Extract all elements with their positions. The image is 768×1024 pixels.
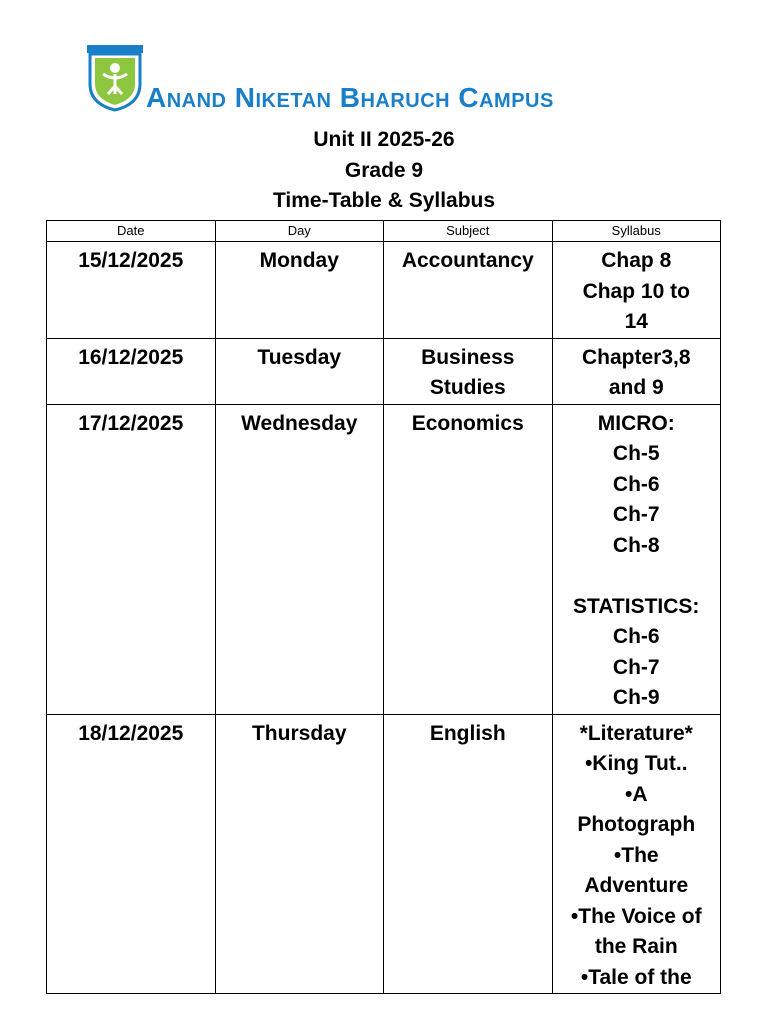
- cell-day: Tuesday: [215, 338, 384, 404]
- col-header-day: Day: [215, 221, 384, 242]
- syllabus-line: MICRO:: [597, 411, 675, 435]
- syllabus-spacer: [556, 561, 718, 592]
- cell-subject: English: [384, 714, 553, 994]
- syllabus-line: *Literature*: [579, 721, 693, 745]
- syllabus-line: •The Voice of: [570, 904, 702, 928]
- cell-syllabus: [552, 714, 721, 994]
- syllabus-line: Ch-7: [612, 655, 660, 679]
- cell-subject: Accountancy: [384, 242, 553, 339]
- unit-title: Unit II 2025-26: [313, 128, 455, 151]
- cell-day: Wednesday: [215, 404, 384, 714]
- school-logo: [86, 44, 144, 112]
- timetable: [46, 220, 721, 994]
- logo-figure-head: [110, 63, 120, 73]
- cell-day: Monday: [215, 242, 384, 339]
- syllabus-line: the Rain: [594, 935, 678, 958]
- syllabus-line: Photograph: [577, 813, 696, 836]
- syllabus-line: Chap 8: [601, 249, 672, 272]
- table-row: [47, 338, 721, 404]
- cell-day: Thursday: [215, 714, 384, 994]
- table-header-row: [47, 221, 721, 242]
- syllabus-line: 14: [624, 310, 648, 333]
- syllabus-line: •Tale of the: [580, 965, 692, 989]
- syllabus-line: Chap 10 to: [582, 279, 690, 303]
- cell-subject: Economics: [384, 404, 553, 714]
- syllabus-line: and 9: [608, 376, 664, 399]
- cell-syllabus: [552, 242, 721, 339]
- cell-syllabus: [552, 404, 721, 714]
- cell-subject: Business Studies: [384, 338, 553, 404]
- cell-date: 15/12/2025: [47, 242, 216, 339]
- table-row: [47, 714, 721, 994]
- syllabus-line: Ch-5: [612, 442, 660, 465]
- syllabus-line: Adventure: [584, 874, 689, 897]
- syllabus-line: •A: [624, 782, 648, 806]
- syllabus-line: Ch-8: [612, 533, 660, 557]
- school-name: Anand Niketan Bharuch Campus: [146, 82, 554, 113]
- logo-banner: [87, 45, 143, 53]
- col-header-date: Date: [47, 221, 216, 242]
- cell-syllabus: [552, 338, 721, 404]
- syllabus-line: Chapter3,8: [581, 345, 691, 369]
- col-header-syllabus: Syllabus: [552, 221, 721, 242]
- syllabus-line: •The: [613, 843, 659, 867]
- col-header-subject: Subject: [384, 221, 553, 242]
- syllabus-line: Ch-6: [612, 625, 660, 648]
- cell-date: 16/12/2025: [47, 338, 216, 404]
- table-row: [47, 404, 721, 714]
- syllabus-line: Ch-6: [612, 472, 660, 496]
- timetable-title: Time-Table & Syllabus: [272, 189, 496, 212]
- cell-date: 18/12/2025: [47, 714, 216, 994]
- table-row: [47, 242, 721, 339]
- syllabus-line: Ch-9: [612, 686, 660, 709]
- syllabus-line: STATISTICS:: [573, 594, 700, 618]
- syllabus-line: •King Tut..: [584, 752, 688, 775]
- grade-title: Grade 9: [344, 159, 424, 182]
- cell-date: 17/12/2025: [47, 404, 216, 714]
- syllabus-line: Ch-7: [612, 503, 660, 526]
